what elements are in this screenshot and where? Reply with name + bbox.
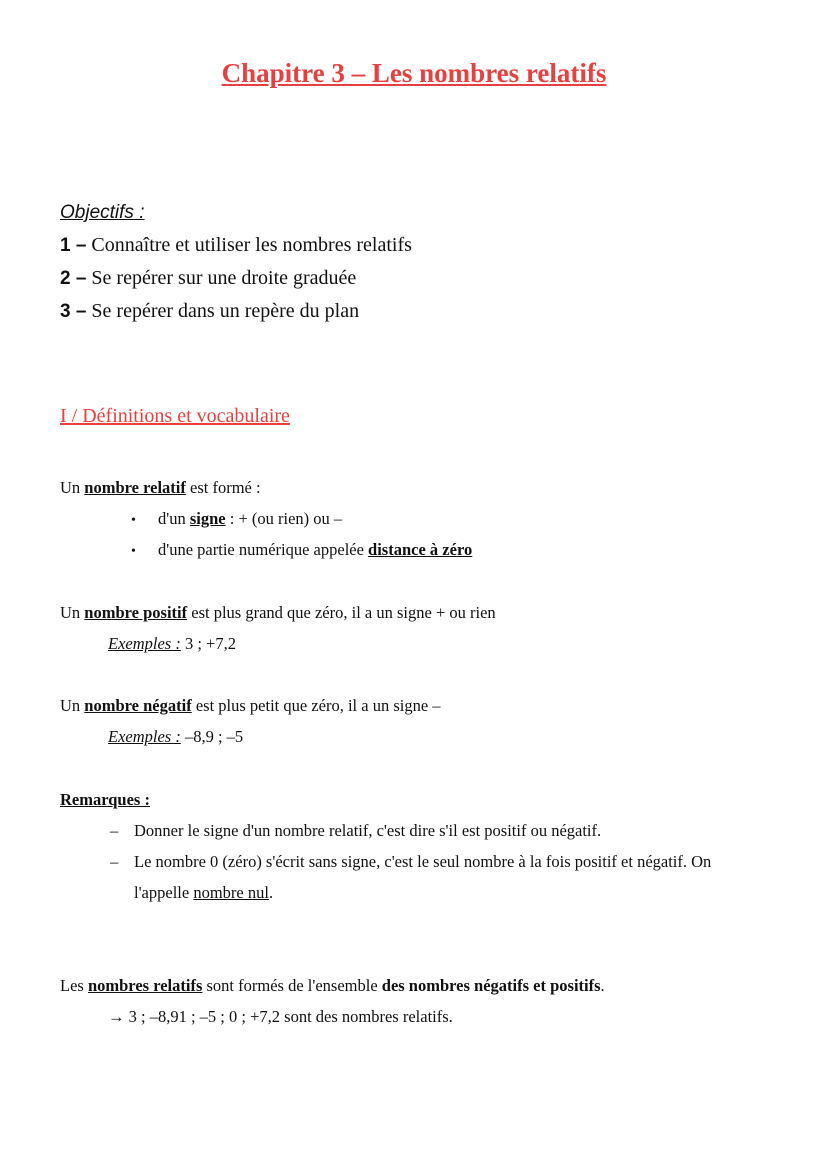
remark-text: Le nombre 0 (zéro) s'écrit sans signe, c'est le seul nombre à la fois positif et négatif. On [134,852,712,871]
negative-pre: Un [60,696,85,715]
definition-line [60,478,261,498]
objective-number: 3 – [60,301,87,322]
remark-post: . [268,883,274,902]
bullet-term: signe [189,509,226,528]
summary-term: nombres relatifs [87,976,203,995]
objective-item [60,234,412,257]
summary-example: → 3 ; –8,91 ; –5 ; 0 ; +7,2 sont des nombres relatifs. [108,1007,453,1026]
objective-text: Se repérer sur une droite graduée [91,267,357,289]
positive-examples [108,634,236,654]
remark-term: nombre nul [193,883,269,902]
positive-term: nombre positif [84,603,188,622]
remarks-label: Remarques : [60,790,150,809]
bullet-marker: • [131,544,136,559]
negative-definition [60,696,441,716]
summary-pre: Les [60,976,88,995]
objective-number: 2 – [60,268,87,289]
remark-marker: – [110,821,119,840]
positive-pre: Un [60,603,85,622]
definition-post: est formé : [185,478,261,497]
negative-examples [108,727,243,747]
examples-values: –8,9 ; –5 [180,727,244,746]
remark-pre: l'appelle [134,883,194,902]
objective-text: Se repérer dans un repère du plan [91,300,360,322]
negative-post: est plus petit que zéro, il a un signe – [191,696,441,715]
objectives-label: Objectifs : [60,202,145,223]
remark-text: Donner le signe d'un nombre relatif, c'est dire s'il est positif ou négatif. [134,821,602,840]
objective-number: 1 – [60,235,87,256]
summary-bold: des nombres négatifs et positifs [381,976,601,995]
summary-line [60,976,605,996]
remark-text-continued [134,883,273,903]
examples-label: Exemples : [108,727,181,746]
definition-term: nombre relatif [84,478,186,497]
summary-post: . [600,976,605,995]
bullet-item [131,509,136,529]
bullet-term: distance à zéro [368,540,473,559]
bullet-marker: • [131,513,136,528]
examples-label: Exemples : [108,634,181,653]
summary-mid: sont formés de l'ensemble [202,976,382,995]
objective-item [60,267,356,290]
objective-text: Connaître et utiliser les nombres relatifs [91,234,412,256]
definition-pre: Un [60,478,85,497]
examples-values: 3 ; +7,2 [180,634,236,653]
positive-definition [60,603,496,623]
bullet-text [158,540,472,560]
positive-post: est plus grand que zéro, il a un signe + ou rien [187,603,496,622]
objective-item [60,300,359,323]
page-title: Chapitre 3 – Les nombres relatifs [221,58,607,88]
bullet-pre: d'un [158,509,190,528]
remark-marker: – [110,852,119,871]
negative-term: nombre négatif [84,696,192,715]
bullet-item [131,540,136,560]
bullet-pre: d'une partie numérique appelée [158,540,369,559]
bullet-post: : + (ou rien) ou – [225,509,343,528]
section-heading: I / Définitions et vocabulaire [60,405,290,427]
bullet-text [158,509,342,529]
